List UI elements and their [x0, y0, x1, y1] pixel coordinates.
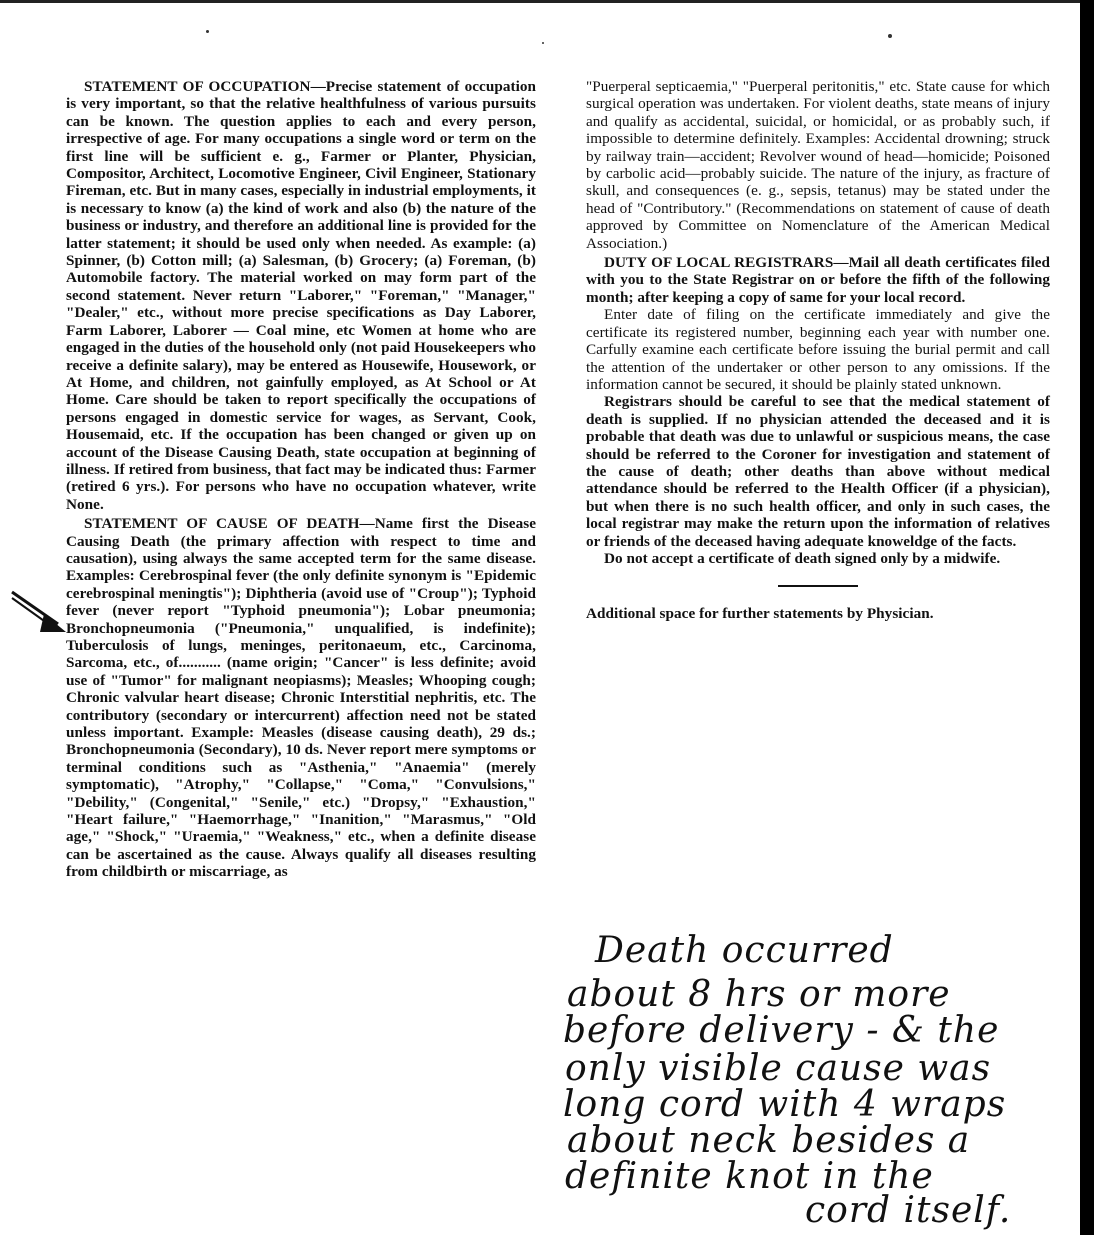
occupation-section — [66, 78, 536, 513]
scan-speck — [888, 34, 892, 38]
handwritten-line: only visible cause was — [565, 1048, 992, 1089]
left-instructions-column — [66, 78, 536, 881]
cause-of-death-section — [66, 515, 536, 881]
handwritten-line: about 8 hrs or more — [567, 974, 951, 1015]
handwritten-line: before delivery - & the — [563, 1010, 1000, 1051]
scan-speck — [206, 30, 209, 33]
scan-right-edge — [1080, 0, 1094, 1235]
occupation-heading: STATEMENT OF OCCUPATION — [84, 78, 311, 95]
cause-heading: STATEMENT OF CAUSE OF DEATH — [84, 515, 360, 533]
handwritten-line: about neck besides a — [567, 1120, 971, 1161]
scan-top-edge — [0, 0, 1080, 3]
margin-arrow-icon — [10, 588, 68, 638]
cause-body: —Name first the Disease Causing Death (the primary affection with respect to time and causation), using always the same accepted term for the same disease. Examples: Cerebrospinal fever (the only definite synonym is "Epidemic cerebrospinal meningtis"); Diphtheria (avoid use of "Croup"); Typhoid fever (never report "Typhoid pneumonia"); Lobar pneumonia; Bronchopneumonia ("Pneumonia," unqualified, is indefinite); Tuberculosis of lungs, meninges, peritonaeum, etc., Carcinoma, Sarcoma, etc., of........... (name origin; "Cancer" is less definite; avoid use of "Tumor" for malignant neopiasms); Measles; Whooping cough; Chronic valvular heart disease; Chronic Interstitial nephritis, etc. The contributory (secondary or intercurrent) affection need not be stated unless important. Example: Measles (disease causing death), 29 ds.; Bronchopneumonia (Secondary), 10 ds. Never report mere symptoms or terminal conditions such as "Asthenia," "Anaemia" (merely symptomatic), "Atrophy," "Collapse," "Coma," "Convulsions," "Debility," (Congenital," "Senile," etc.) "Dropsy," "Exhaustion," "Heart failure," "Haemorrhage," "Inanition," "Marasmus," "Old age," "Shock," "Uraemia," "Weakness," etc., when a definite disease can be ascertained as the cause. Always qualify all diseases resulting from childbirth or miscarriage, as — [66, 515, 536, 881]
filing-paragraph: Enter date of filing on the certificate immediately and give the certificate its registered number, beginning each year with number one. Carfully examine each certificate before issuing the burial permit and call the attention of the undertaker or other person to any omissions. If the information cannot be secured, it should be plainly stated unknown. — [586, 306, 1050, 393]
registrars-body: —Mail all death certificates filed with you to the State Registrar on or before the fifth of the following month; after keeping a copy of same for your local record. — [586, 254, 1051, 306]
additional-space-label: Additional space for further statements by Physician. — [586, 605, 934, 623]
right-instructions-column — [586, 78, 1050, 623]
handwritten-line: long cord with 4 wraps — [563, 1084, 1007, 1125]
cause-continuation: "Puerperal septicaemia," "Puerperal peritonitis," etc. State cause for which surgical operation was undertaken. For violent deaths, state means of injury and qualify as accidental, suicidal, or homicidal, or as probably such, if impossible to determine definitely. Examples: Accidental drowning; struck by railway train—accident; Revolver wound of head—homicide; Poisoned by carbolic acid—probably suicide. The nature of the injury, as fracture of skull, and consequences (e. g., sepsis, tetanus) may be stated under the head of "Contributory." (Recommendations on statement of cause of death approved by Committee on Nomenclature of the American Medical Association.) — [586, 78, 1050, 252]
handwritten-line: cord itself. — [805, 1190, 1012, 1230]
handwritten-line: Death occurred — [595, 930, 894, 971]
handwritten-line: definite knot in the — [565, 1156, 934, 1197]
careful-paragraph: Registrars should be careful to see that the medical statement of death is supplied. If no physician attended the deceased and it is probable that death was due to unlawful or suspicious means, the case should be referred to the Coroner for investigation and statement of the cause of death; other deaths than above without medical attendance should be referred to the Health Officer (if a physician), but when there is no such health officer, and only in such cases, the local registrar may make the return upon the information of relatives or friends of the deceased having adequate knoweldge of the facts. — [586, 393, 1050, 550]
registrars-section — [586, 254, 1050, 306]
registrars-heading: DUTY OF LOCAL REGISTRARS — [604, 254, 834, 272]
occupation-body: —Precise statement of occupation is very important, so that the relative healthfulness of various pursuits can be known. The question applies to each and every person, irrespective of age. For many occupations a single word or term on the first line will be sufficient e. g., Farmer or Planter, Physician, Compositor, Architect, Locomotive Engineer, Civil Engineer, Stationary Fireman, etc. But in many cases, especially in industrial employments, it is necessary to know (a) the kind of work and also (b) the nature of the business or industry, and therefore an additional line is provided for the latter statement; it should be used only when needed. As example: (a) Spinner, (b) Cotton mill; (a) Salesman, (b) Grocery; (a) Foreman, (b) Automobile factory. The material worked on may form part of the second statement. Never return "Laborer," "Foreman," "Manager," "Dealer," etc., without more precise specifications as Day Laborer, Farm Laborer, Laborer — Coal mine, etc Women at home who are engaged in the duties of the household only (not paid Housekeepers who receive a definite salary), may be entered as Housewife, Housework, or At Home, and children, not gainfully employed, as At School or At Home. Care should be taken to report specifically the occupations of persons engaged in domestic service for wages, as Servant, Cook, Housemaid, etc. If the occupation has been changed or given up on account of the Disease Causing Death, state occupation at beginning of illness. If retired from business, that fact may be indicated thus: Farmer (retired 6 yrs.). For persons who have no occupation whatever, write None. — [66, 78, 537, 513]
midwife-paragraph: Do not accept a certificate of death signed only by a midwife. — [604, 549, 1001, 567]
section-divider — [778, 585, 858, 587]
handwritten-physician-note — [555, 930, 1075, 1230]
scan-speck — [542, 42, 544, 44]
